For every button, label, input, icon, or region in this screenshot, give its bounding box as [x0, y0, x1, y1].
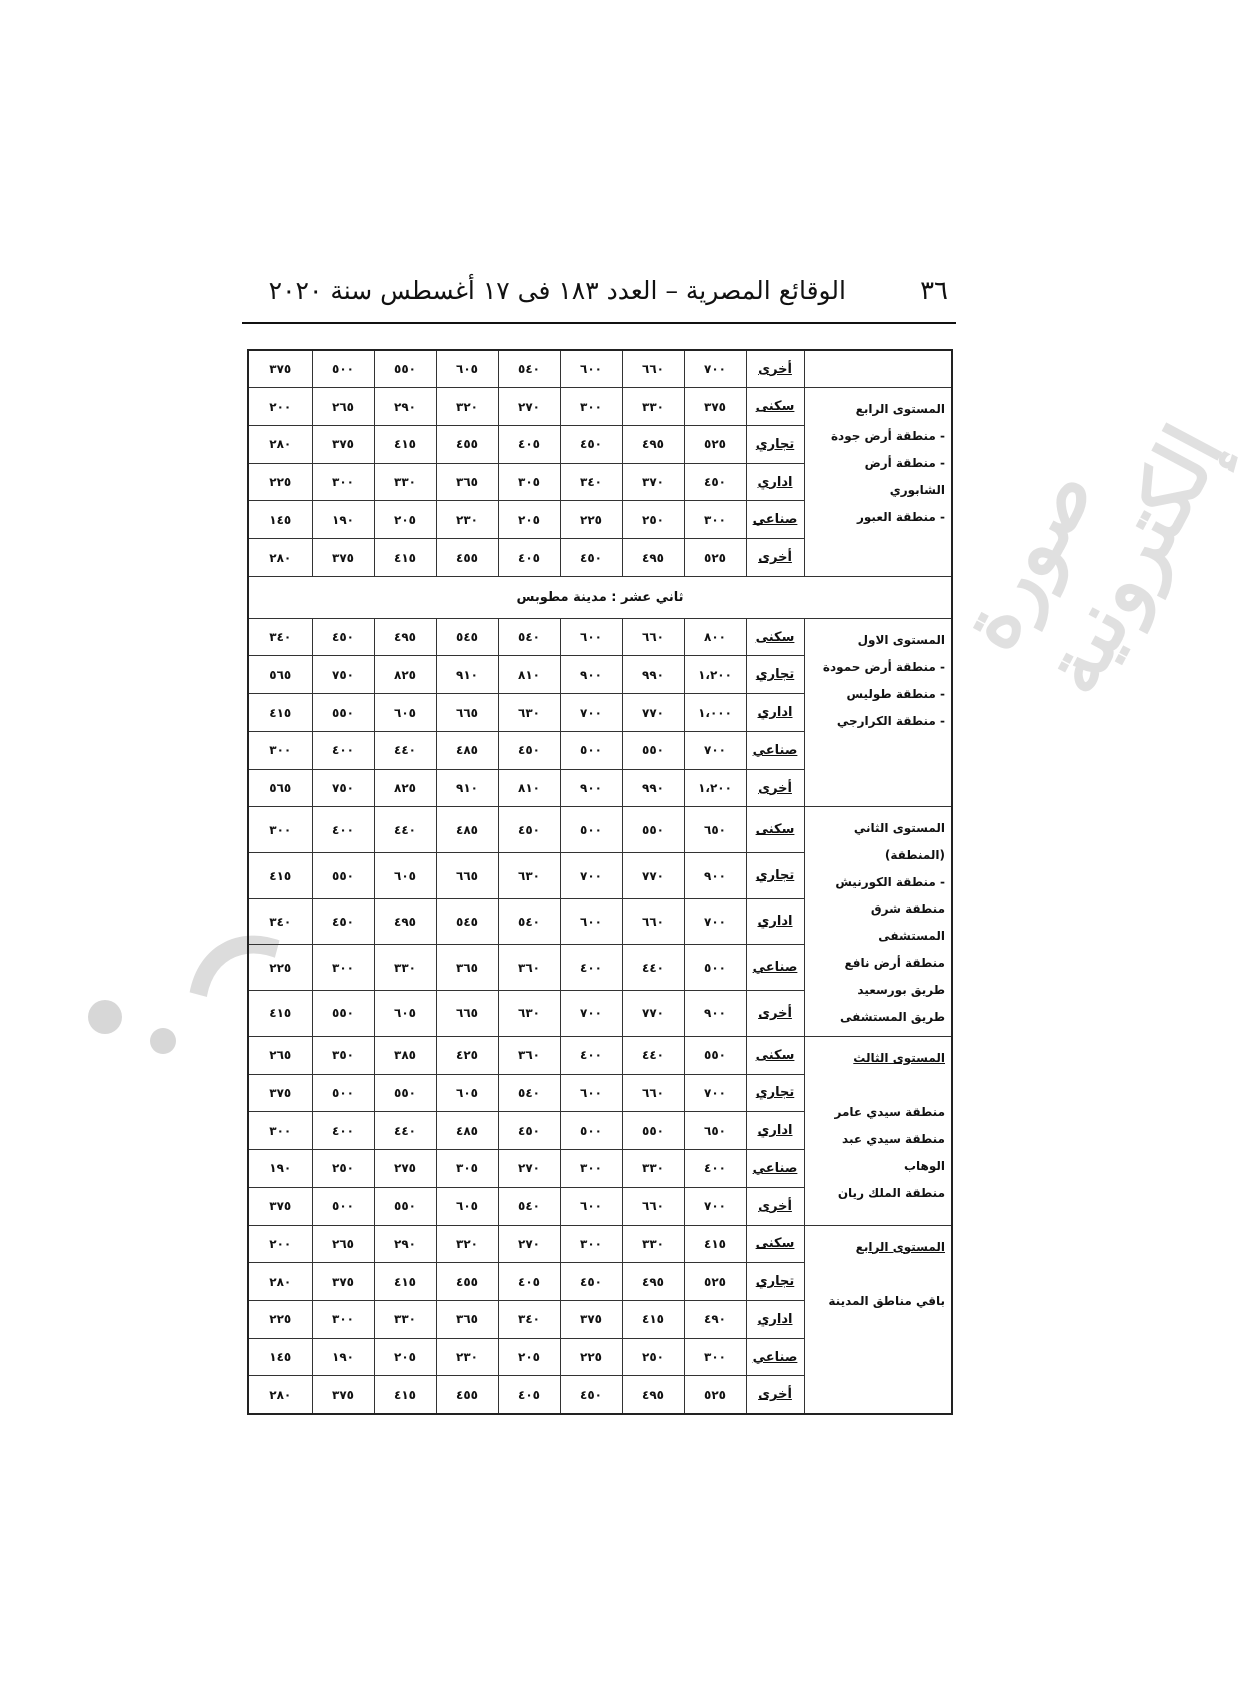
price-cell: ٦٦٠	[622, 1187, 684, 1225]
price-cell: ١٤٥	[248, 501, 312, 539]
price-cell: ٤٠٥	[498, 1263, 560, 1301]
price-cell: ٢٦٥	[312, 388, 374, 426]
price-cell: ٧٠٠	[560, 990, 622, 1036]
price-cell: ٤٠٠	[560, 1036, 622, 1074]
price-cell: ٢٧٥	[374, 1150, 436, 1188]
price-cell: ٥٤٠	[498, 1187, 560, 1225]
price-cell: ١٩٠	[248, 1150, 312, 1188]
land-use-cell: أخرى	[746, 1187, 804, 1225]
price-cell: ٥٤٠	[498, 618, 560, 656]
table-row	[248, 1225, 952, 1263]
price-cell: ٣٨٥	[374, 1036, 436, 1074]
price-cell: ٣٠٠	[684, 501, 746, 539]
price-cell: ٢٩٠	[374, 1225, 436, 1263]
price-cell: ٢٠٠	[248, 1225, 312, 1263]
area-level-title: المستوى الاول	[857, 632, 945, 647]
price-cell: ٤١٥	[248, 694, 312, 732]
gazette-title: الوقائع المصرية – العدد ١٨٣ فى ١٧ أغسطس سنة ٢٠٢٠	[268, 276, 846, 305]
table-row	[248, 807, 952, 853]
price-cell: ٩٠٠	[684, 990, 746, 1036]
price-cell: ٥٠٠	[560, 731, 622, 769]
price-cell: ٤١٥	[248, 990, 312, 1036]
land-use-cell: سكنى	[746, 807, 804, 853]
price-cell: ٧٧٠	[622, 694, 684, 732]
land-use-cell: صناعي	[746, 1338, 804, 1376]
price-cell: ٥٢٥	[684, 1263, 746, 1301]
price-cell: ٤٥٥	[436, 539, 498, 577]
price-cell: ٢٢٥	[560, 501, 622, 539]
price-cell: ١٩٠	[312, 1338, 374, 1376]
price-cell: ٦٦٠	[622, 350, 684, 388]
price-cell: ٧٧٠	[622, 990, 684, 1036]
land-use-cell: اداري	[746, 694, 804, 732]
price-cell: ٨١٠	[498, 656, 560, 694]
section-title: ثاني عشر : مدينة مطوبس	[248, 576, 952, 618]
price-cell: ٣٦٠	[498, 945, 560, 991]
price-cell: ٥٥٠	[684, 1036, 746, 1074]
price-cell: ٧٠٠	[684, 1074, 746, 1112]
price-cell: ٤٩٠	[684, 1300, 746, 1338]
price-cell: ٩٠٠	[560, 769, 622, 807]
price-cell: ٤٨٥	[436, 731, 498, 769]
price-cell: ٣٠٠	[684, 1338, 746, 1376]
price-cell: ٤٩٥	[622, 1376, 684, 1414]
price-cell: ١٩٠	[312, 501, 374, 539]
price-cell: ٦٦٥	[436, 853, 498, 899]
area-level-cell	[804, 1225, 952, 1414]
price-cell: ٧٥٠	[312, 656, 374, 694]
price-cell: ٩١٠	[436, 656, 498, 694]
price-cell: ٩١٠	[436, 769, 498, 807]
price-cell: ٣٦٥	[436, 1300, 498, 1338]
land-use-cell: تجاري	[746, 1074, 804, 1112]
area-name: منطقة الملك ريان	[837, 1185, 945, 1200]
price-cell: ٣٣٠	[622, 388, 684, 426]
price-cell: ٣٧٥	[248, 1187, 312, 1225]
price-cell: ٦٠٥	[436, 1074, 498, 1112]
price-cell: ٢٨٠	[248, 1263, 312, 1301]
price-cell: ٤٠٠	[312, 1112, 374, 1150]
price-cell: ٤٠٥	[498, 1376, 560, 1414]
price-cell: ٣٧٥	[312, 539, 374, 577]
price-cell: ٢٦٥	[248, 1036, 312, 1074]
price-cell: ٢٥٠	[622, 1338, 684, 1376]
area-name	[809, 1261, 946, 1288]
price-cell: ١،٢٠٠	[684, 769, 746, 807]
price-cell: ٣٣٠	[374, 945, 436, 991]
price-cell: ٤٢٥	[436, 1036, 498, 1074]
price-cell: ٤٥٠	[560, 425, 622, 463]
price-cell: ٤١٥	[622, 1300, 684, 1338]
price-cell: ٤٥٠	[560, 1263, 622, 1301]
price-cell: ٦٣٠	[498, 990, 560, 1036]
price-cell: ٣٤٠	[248, 899, 312, 945]
price-cell: ٤٨٥	[436, 1112, 498, 1150]
price-cell: ٤٤٠	[374, 731, 436, 769]
price-cell: ٣٠٠	[560, 1225, 622, 1263]
watermark-dot	[150, 1028, 176, 1054]
price-cell: ٢٥٠	[312, 1150, 374, 1188]
price-cell: ٣٣٠	[622, 1150, 684, 1188]
watermark-text: صورة إلكترونية	[940, 410, 1241, 709]
price-cell: ٩٩٠	[622, 656, 684, 694]
price-cell: ٣٠٠	[560, 1150, 622, 1188]
land-use-cell: سكنى	[746, 1036, 804, 1074]
price-cell: ٤١٥	[374, 539, 436, 577]
price-cell: ٥٠٠	[560, 1112, 622, 1150]
price-cell: ٥٤٠	[498, 1074, 560, 1112]
price-cell: ٣٢٠	[436, 1225, 498, 1263]
price-cell: ٤٤٠	[374, 1112, 436, 1150]
area-level-title: المستوى الرابع	[855, 1239, 945, 1254]
price-cell: ٥٥٠	[622, 807, 684, 853]
land-use-cell: صناعي	[746, 501, 804, 539]
price-cell: ٣٧٥	[248, 350, 312, 388]
price-cell: ٣٦٠	[498, 1036, 560, 1074]
price-cell: ٥٢٥	[684, 539, 746, 577]
land-use-cell: تجاري	[746, 1263, 804, 1301]
price-cell: ٥٦٥	[248, 656, 312, 694]
price-cell: ٢٦٥	[312, 1225, 374, 1263]
price-cell: ٦٠٠	[560, 350, 622, 388]
area-name: - منطقة الكورنيش	[835, 875, 945, 890]
price-cell: ٦٦٠	[622, 618, 684, 656]
price-cell: ٣٣٠	[374, 1300, 436, 1338]
price-cell: ٤٨٥	[436, 807, 498, 853]
price-cell: ٢٧٠	[498, 1150, 560, 1188]
area-name: الوهاب	[903, 1158, 945, 1173]
price-cell: ٤٩٥	[374, 899, 436, 945]
area-name: - منطقة العبور	[857, 510, 945, 525]
land-use-cell: سكنى	[746, 1225, 804, 1263]
land-use-cell: أخرى	[746, 769, 804, 807]
price-cell: ٣٠٠	[248, 807, 312, 853]
area-name: منطقة سيدي عامر	[834, 1104, 945, 1119]
price-cell: ٢٢٥	[248, 1300, 312, 1338]
area-name: طريق بورسعيد	[857, 983, 945, 998]
price-cell: ٤٥٠	[312, 618, 374, 656]
land-use-cell: تجاري	[746, 853, 804, 899]
price-cell: ٦٠٠	[560, 1187, 622, 1225]
area-level-cell	[804, 807, 952, 1036]
price-cell: ٢٨٠	[248, 539, 312, 577]
price-cell: ٩٠٠	[684, 853, 746, 899]
price-cell: ٤١٥	[374, 1263, 436, 1301]
price-cell: ٤٥٠	[498, 807, 560, 853]
price-cell: ٤٩٥	[622, 1263, 684, 1301]
price-cell: ٧٧٠	[622, 853, 684, 899]
price-cell: ٣٧٥	[312, 1263, 374, 1301]
price-cell: ٣٦٥	[436, 463, 498, 501]
price-cell: ٦٠٠	[560, 899, 622, 945]
price-cell: ٢٠٥	[374, 501, 436, 539]
price-cell: ٤٥٠	[684, 463, 746, 501]
page-header	[242, 272, 956, 324]
price-cell: ٦٦٠	[622, 1074, 684, 1112]
price-cell: ٦٦٠	[622, 899, 684, 945]
price-cell: ٤٥٥	[436, 1376, 498, 1414]
price-cell: ٢٧٠	[498, 388, 560, 426]
price-cell: ٥٤٠	[498, 350, 560, 388]
price-cell: ٣٢٠	[436, 388, 498, 426]
price-cell: ٤٤٠	[622, 1036, 684, 1074]
valuation-table	[247, 349, 953, 1415]
price-cell: ٥٥٠	[374, 1074, 436, 1112]
price-cell: ٤٥٠	[498, 731, 560, 769]
price-cell: ٢٣٠	[436, 1338, 498, 1376]
price-cell: ٤٠٠	[312, 807, 374, 853]
price-cell: ٤٩٥	[374, 618, 436, 656]
area-name: منطقة شرق المستشفى	[870, 902, 945, 944]
land-use-cell: سكنى	[746, 618, 804, 656]
price-cell: ٥٠٠	[312, 1187, 374, 1225]
price-cell: ٥٠٠	[560, 807, 622, 853]
price-cell: ٣٠٥	[436, 1150, 498, 1188]
price-cell: ٧٠٠	[684, 899, 746, 945]
price-cell: ٥٠٠	[684, 945, 746, 991]
table-row	[248, 350, 952, 388]
price-cell: ٤٥٠	[498, 1112, 560, 1150]
area-level-title: المستوى الرابع	[855, 402, 945, 417]
land-use-cell: اداري	[746, 899, 804, 945]
price-cell: ٤٠٠	[312, 731, 374, 769]
area-name: - منطقة أرض حمودة	[822, 659, 945, 674]
area-name: - منطقة الكرارجي	[836, 713, 945, 728]
price-cell: ٤٥٠	[560, 539, 622, 577]
price-cell: ٤١٥	[248, 853, 312, 899]
price-cell: ١،٠٠٠	[684, 694, 746, 732]
price-cell: ٢٠٥	[374, 1338, 436, 1376]
area-level-cell	[804, 388, 952, 577]
price-cell: ٥٥٠	[622, 731, 684, 769]
price-cell: ٤١٥	[374, 1376, 436, 1414]
price-cell: ١٤٥	[248, 1338, 312, 1376]
price-cell: ٣٠٠	[560, 388, 622, 426]
land-use-cell: صناعي	[746, 945, 804, 991]
price-cell: ٢٧٠	[498, 1225, 560, 1263]
header-rule	[242, 322, 956, 324]
price-cell: ٦٥٠	[684, 807, 746, 853]
price-cell: ٥٥٠	[622, 1112, 684, 1150]
price-cell: ٦٠٥	[374, 853, 436, 899]
land-use-cell: تجاري	[746, 425, 804, 463]
land-use-cell: سكنى	[746, 388, 804, 426]
land-use-cell: صناعي	[746, 731, 804, 769]
price-cell: ٥٤٥	[436, 899, 498, 945]
price-cell: ٢٨٠	[248, 1376, 312, 1414]
price-cell: ٣٧٥	[248, 1074, 312, 1112]
area-level-title: المستوى الثاني	[853, 821, 945, 836]
price-cell: ٥٦٥	[248, 769, 312, 807]
price-cell: ٣٠٠	[248, 1112, 312, 1150]
price-cell: ٤٥٥	[436, 1263, 498, 1301]
price-cell: ٣٠٠	[312, 463, 374, 501]
price-cell: ٣٧٠	[622, 463, 684, 501]
price-cell: ٤٠٥	[498, 539, 560, 577]
price-cell: ٤٤٠	[374, 807, 436, 853]
price-cell: ٥٥٠	[374, 1187, 436, 1225]
price-cell: ٥٥٠	[312, 853, 374, 899]
price-cell: ٣٤٠	[248, 618, 312, 656]
land-use-cell: أخرى	[746, 350, 804, 388]
price-cell: ٧٠٠	[560, 853, 622, 899]
price-cell: ٤٥٠	[312, 899, 374, 945]
price-cell: ٦٣٠	[498, 853, 560, 899]
land-use-cell: اداري	[746, 1300, 804, 1338]
price-cell: ٤١٥	[684, 1225, 746, 1263]
area-name: منطقة سيدي عبد	[842, 1131, 945, 1146]
price-cell: ٥٢٥	[684, 425, 746, 463]
price-cell: ٣٤٠	[498, 1300, 560, 1338]
price-cell: ٤٤٠	[622, 945, 684, 991]
price-cell: ٦٠٥	[374, 990, 436, 1036]
price-cell: ٢٢٥	[248, 945, 312, 991]
price-cell: ٣٠٥	[498, 463, 560, 501]
price-cell: ٢٨٠	[248, 425, 312, 463]
land-use-cell: أخرى	[746, 990, 804, 1036]
area-name: (المنطقة)	[884, 848, 945, 863]
land-use-cell: اداري	[746, 1112, 804, 1150]
price-cell: ٢٥٠	[622, 501, 684, 539]
area-name: - منطقة أرض الشابوري	[864, 456, 945, 498]
price-cell: ٢٢٥	[248, 463, 312, 501]
price-cell: ٣٧٥	[312, 425, 374, 463]
table-row	[248, 388, 952, 426]
price-cell: ٦٠٥	[374, 694, 436, 732]
price-cell: ٨٠٠	[684, 618, 746, 656]
price-cell: ٤٥٥	[436, 425, 498, 463]
area-level-cell	[804, 350, 952, 388]
price-cell: ٧٠٠	[684, 1187, 746, 1225]
price-cell: ٢٣٠	[436, 501, 498, 539]
price-cell: ٨٢٥	[374, 656, 436, 694]
price-cell: ٨٢٥	[374, 769, 436, 807]
table-row	[248, 618, 952, 656]
page-number: ٣٦	[920, 276, 948, 306]
land-use-cell: اداري	[746, 463, 804, 501]
area-name: منطقة أرض نافع	[844, 956, 945, 971]
price-cell: ٤٠٠	[560, 945, 622, 991]
price-cell: ٤١٥	[374, 425, 436, 463]
price-cell: ٢٠٥	[498, 1338, 560, 1376]
land-use-cell: أخرى	[746, 539, 804, 577]
price-cell: ٣٦٥	[436, 945, 498, 991]
price-cell: ٤٩٥	[622, 425, 684, 463]
price-cell: ٢٢٥	[560, 1338, 622, 1376]
area-level-cell	[804, 1036, 952, 1225]
price-cell: ٣٧٥	[560, 1300, 622, 1338]
price-cell: ٥٥٠	[374, 350, 436, 388]
price-cell: ٤٠٠	[684, 1150, 746, 1188]
price-cell: ٣٧٥	[684, 388, 746, 426]
price-cell: ٣٠٠	[248, 731, 312, 769]
price-cell: ٣٣٠	[374, 463, 436, 501]
price-cell: ٧٠٠	[684, 350, 746, 388]
price-cell: ٣٠٠	[312, 1300, 374, 1338]
price-cell: ٧٥٠	[312, 769, 374, 807]
price-cell: ٤٥٠	[560, 1376, 622, 1414]
price-cell: ٥٢٥	[684, 1376, 746, 1414]
price-cell: ٦٣٠	[498, 694, 560, 732]
price-cell: ٦٦٥	[436, 990, 498, 1036]
price-cell: ٥٠٠	[312, 350, 374, 388]
watermark-dot	[88, 1000, 122, 1034]
land-use-cell: تجاري	[746, 656, 804, 694]
price-cell: ٦٠٠	[560, 1074, 622, 1112]
area-name: - منطقة طوليس	[846, 686, 945, 701]
price-cell: ٣٠٠	[312, 945, 374, 991]
price-cell: ٣٤٠	[560, 463, 622, 501]
area-name: باقي مناطق المدينة	[828, 1293, 945, 1308]
price-cell: ٢٠٠	[248, 388, 312, 426]
price-cell: ٩٩٠	[622, 769, 684, 807]
price-cell: ٣٣٠	[622, 1225, 684, 1263]
price-cell: ٦٠٥	[436, 350, 498, 388]
price-cell: ٣٥٠	[312, 1036, 374, 1074]
price-cell: ٨١٠	[498, 769, 560, 807]
price-cell: ٦٥٠	[684, 1112, 746, 1150]
price-cell: ٦٠٠	[560, 618, 622, 656]
table-row	[248, 1036, 952, 1074]
area-name: طريق المستشفى	[839, 1010, 945, 1025]
price-cell: ١،٢٠٠	[684, 656, 746, 694]
price-cell: ٥٠٠	[312, 1074, 374, 1112]
price-cell: ٧٠٠	[684, 731, 746, 769]
price-cell: ٤٩٥	[622, 539, 684, 577]
price-cell: ٧٠٠	[560, 694, 622, 732]
price-cell: ٦٦٥	[436, 694, 498, 732]
price-cell: ٩٠٠	[560, 656, 622, 694]
price-cell: ٥٤٥	[436, 618, 498, 656]
price-cell: ٢٠٥	[498, 501, 560, 539]
area-name: - منطقة أرض جودة	[830, 429, 945, 444]
land-use-cell: صناعي	[746, 1150, 804, 1188]
price-cell: ٦٠٥	[436, 1187, 498, 1225]
land-use-cell: أخرى	[746, 1376, 804, 1414]
price-cell: ٢٩٠	[374, 388, 436, 426]
area-level-cell	[804, 618, 952, 807]
price-cell: ٥٥٠	[312, 990, 374, 1036]
price-cell: ٥٥٠	[312, 694, 374, 732]
section-row	[248, 576, 952, 618]
area-level-title: المستوى الثالث	[853, 1050, 945, 1065]
price-cell: ٤٠٥	[498, 425, 560, 463]
area-name	[809, 1072, 946, 1099]
price-cell: ٣٧٥	[312, 1376, 374, 1414]
price-cell: ٥٤٠	[498, 899, 560, 945]
